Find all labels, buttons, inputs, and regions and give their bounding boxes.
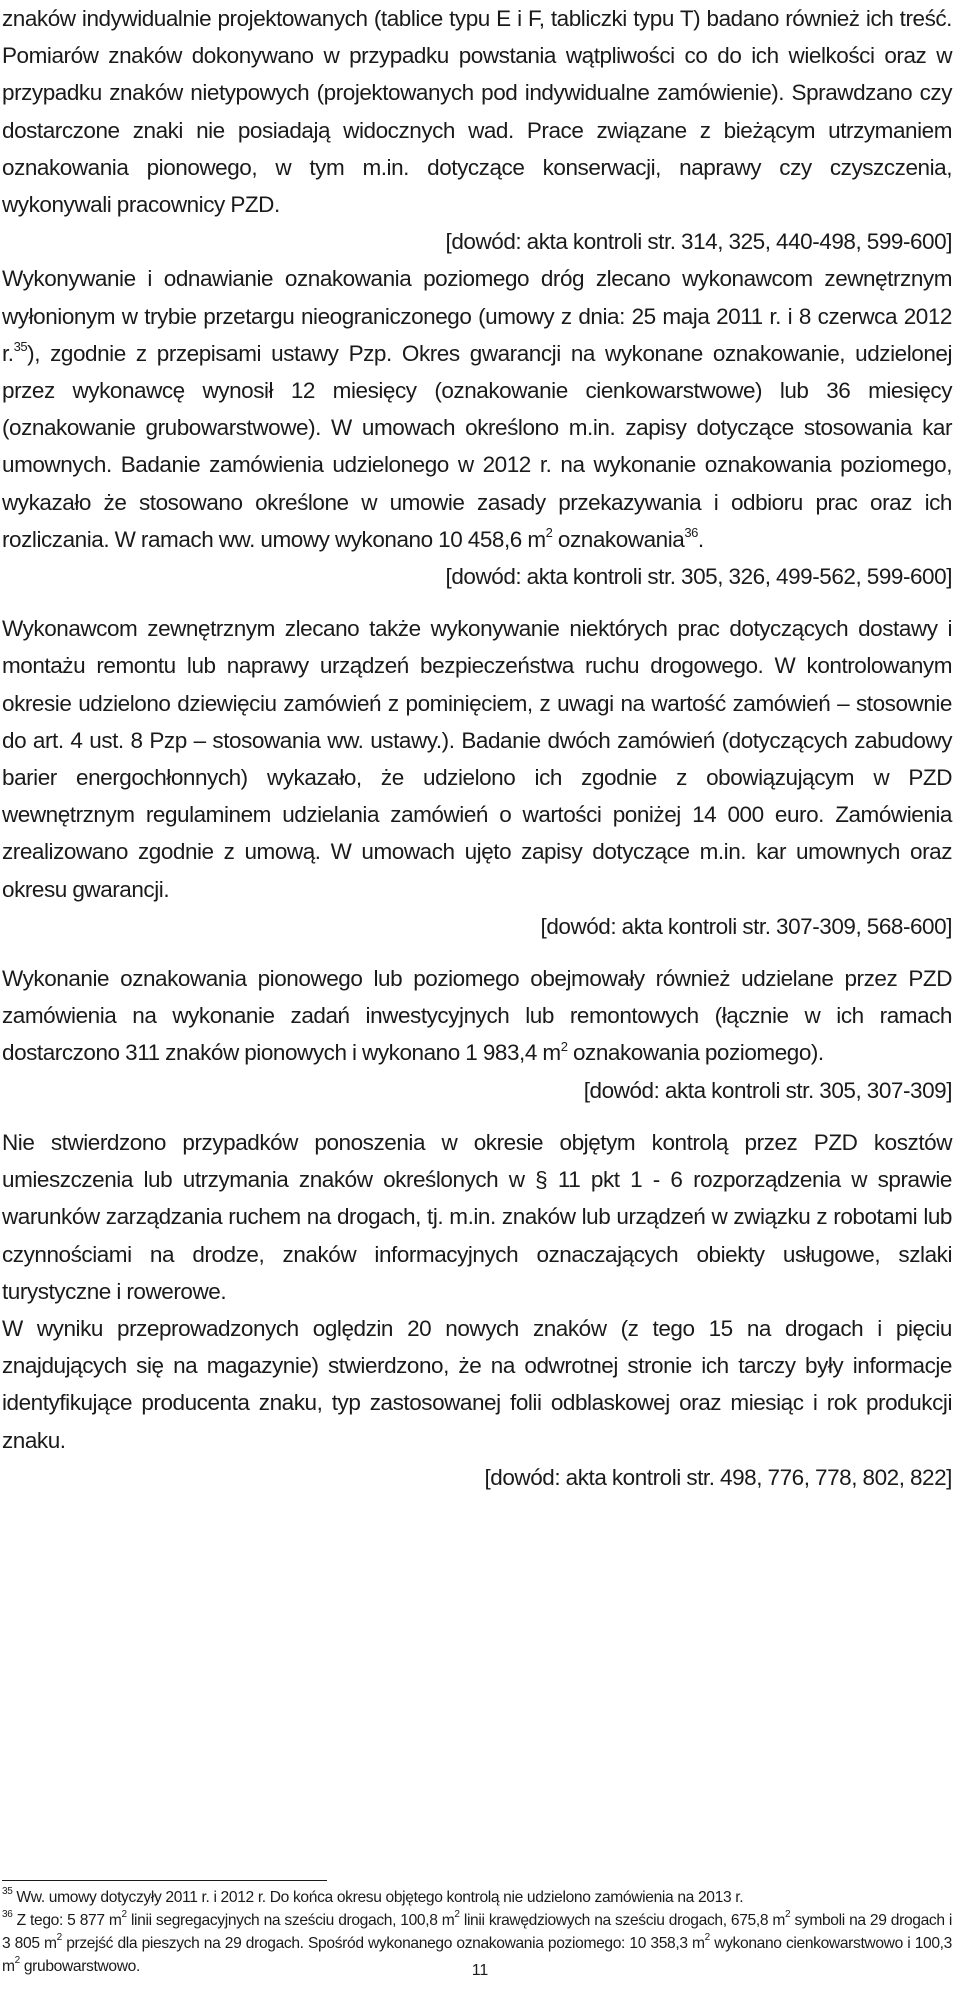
text-run: Wykonanie oznakowania pionowego lub poziomego obejmowały również udzielane przez PZD zamówienia na wykonanie zadań inwestycyjnych lub remontowych (łącznie w ich ramach dostarczono 311 znaków pionowych i wykonano 1 983,4 m (2, 966, 952, 1066)
paragraph-safety-devices: Wykonawcom zewnętrznym zlecano także wykonywanie niektórych prac dotyczących dostawy i montażu remontu lub naprawy urządzeń bezpieczeństwa ruchu drogowego. W kontrolowanym okresie udzielono dziewięciu zamówień z pominięciem, z uwagi na wartość zamówień – stosownie do art. 4 ust. 8 Pzp – stosowania ww. ustawy.). Badanie dwóch zamówień (dotyczących zabudowy barier energochłonnych) wykazało, że udzielono ich zgodnie z obowiązującym w PZD wewnętrznym regulaminem udzielania zamówień o wartości poniżej 14 000 euro. Zamówienia zrealizowano zgodnie z umową. W umowach ujęto zapisy dotyczące m.in. kar umownych oraz okresu gwarancji. (2, 616, 952, 902)
evidence-reference: [dowód: akta kontroli str. 314, 325, 440-498, 599-600] (445, 229, 952, 255)
text-run: Z tego: 5 877 m (12, 1912, 122, 1929)
paragraph-sign-content-check: znaków indywidualnie projektowanych (tablice typu E i F, tabliczki typu T) badano również ich treść. Pomiarów znaków dokonywano w przypadku powstania wątpliwości co do ich wielkości oraz w przypadku znaków nietypowych (projektowanych pod indywidualne zamówienie). Sprawdzano czy dostarczone znaki nie posiadają widocznych wad. Prace związane z bieżącym utrzymaniem oznakowania pionowego, w tym m.in. dotyczące konserwacji, naprawy czy czyszczenia, wykonywali pracownicy PZD. (2, 6, 952, 218)
text-run: oznakowania poziomego). (567, 1040, 824, 1066)
footnote-number: 36 (2, 1908, 13, 1920)
text-run: ), zgodnie z przepisami ustawy Pzp. Okres gwarancji na wykonane oznakowanie, udzielonej przez wykonawcę wynosił 12 miesięcy (oznakowanie cienkowarstwowe) lub 36 miesięcy (oznakowanie grubowarstwowe). W umowach określono m.in. zapisy dotyczące stosowania kar umownych. Badanie zamówienia udzielonego w 2012 r. na wykonanie oznakowania poziomego, wykazało że stosowano określone w umowie zasady przekazywania i odbioru prac oraz ich rozliczania. W ramach ww. umowy wykonano 10 458,6 m (2, 340, 952, 552)
footnote-separator (2, 1880, 327, 1881)
footnote-35 (2, 1886, 952, 1909)
body-text (2, 0, 952, 1496)
footnote-text: Ww. umowy dotyczyły 2011 r. i 2012 r. Do końca okresu objętego kontrolą nie udzielono zamówienia na 2013 r. (12, 1889, 744, 1906)
superscript: 2 (545, 525, 553, 541)
text-run: przejść dla pieszych na 29 drogach. Spośród wykonanego oznakowania poziomego: 10 358,3 m (61, 1935, 705, 1952)
superscript: 2 (560, 1038, 568, 1054)
paragraph-horizontal-marking (2, 260, 952, 558)
paragraph-inspection-results: W wyniku przeprowadzonych oględzin 20 nowych znaków (z tego 15 na drogach i pięciu znajdujących się na magazynie) stwierdzono, że na odwrotnej stronie ich tarczy były informacje identyfikujące producenta znaku, typ zastosowanej folii odblaskowej oraz miesiąc i rok produkcji znaku. (2, 1315, 952, 1453)
superscript: 2 (14, 1954, 20, 1966)
text-run: grubowarstwowo. (19, 1958, 140, 1975)
evidence-reference: [dowód: akta kontroli str. 305, 307-309] (583, 1077, 952, 1103)
superscript: 2 (454, 1908, 460, 1920)
text-run: . (697, 526, 704, 552)
superscript: 2 (56, 1931, 62, 1943)
superscript: 2 (785, 1908, 791, 1920)
footnote-number: 35 (2, 1885, 13, 1897)
superscript: 2 (121, 1908, 127, 1920)
evidence-reference: [dowód: akta kontroli str. 498, 776, 778, 802, 822] (484, 1464, 952, 1490)
text-run: wykonano cienkowarstwowo i 100,3 m (2, 1935, 952, 1975)
paragraph-gap (2, 1109, 952, 1124)
superscript: 2 (704, 1931, 710, 1943)
paragraph-sign-costs: Nie stwierdzono przypadków ponoszenia w okresie objętym kontrolą przez PZD kosztów umieszczenia lub utrzymania znaków określonych w § 11 pkt 1 - 6 rozporządzenia w sprawie warunków zarządzania ruchem na drogach, tj. m.in. znaków lub urządzeń w związku z robotami lub czynnościami na drodze, znaków informacyjnych oznaczających obiekty usługowe, szlaki turystyczne i rowerowe. (2, 1129, 952, 1304)
paragraph-investment-orders (2, 960, 952, 1072)
text-run: Wykonywanie i odnawianie oznakowania poziomego dróg zlecano wykonawcom zewnętrznym wyłonionym w trybie przetargu nieograniczonego (umowy z dnia: 25 maja 2011 r. i 8 czerwca 2012 r. (2, 266, 952, 366)
text-run: symboli na 29 drogach i 3 805 m (2, 1912, 952, 1952)
footnote-marker[interactable]: 35 (13, 339, 28, 355)
text-run: linii segregacyjnych na sześciu drogach, 100,8 m (126, 1912, 455, 1929)
text-run: linii krawędziowych na sześciu drogach, 675,8 m (459, 1912, 786, 1929)
paragraph-gap (2, 945, 952, 960)
text-run: oznakowania (552, 526, 685, 552)
evidence-reference: [dowód: akta kontroli str. 305, 326, 499-562, 599-600] (445, 564, 952, 590)
paragraph-gap (2, 595, 952, 610)
evidence-reference: [dowód: akta kontroli str. 307-309, 568-600] (540, 913, 952, 939)
page-number: 11 (471, 1962, 489, 1979)
footnote-marker[interactable]: 36 (684, 525, 698, 541)
